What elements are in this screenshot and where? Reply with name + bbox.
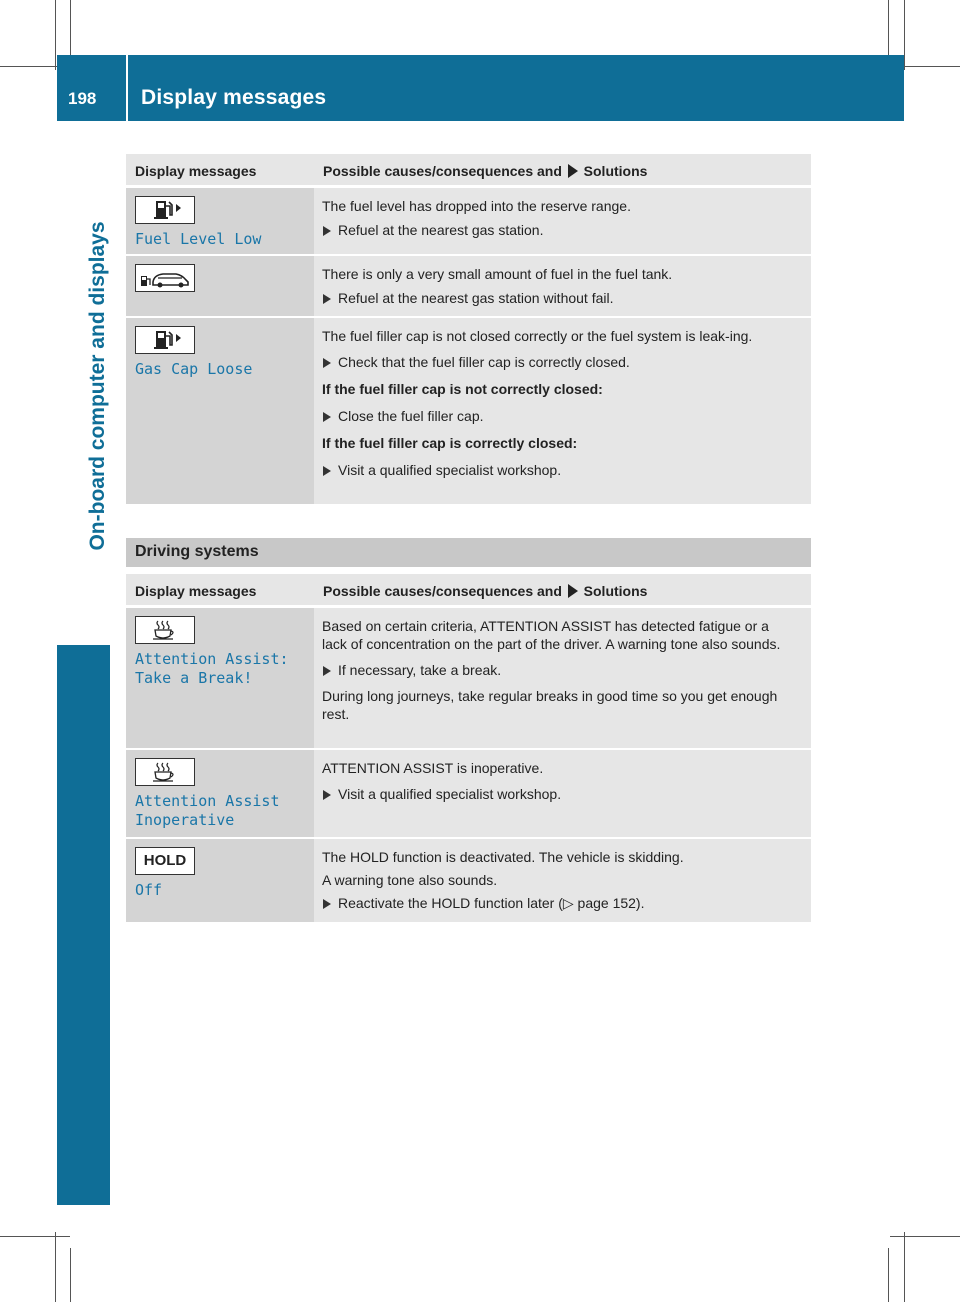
crop-mark <box>0 1236 70 1237</box>
display-message: Gas Cap Loose <box>135 360 253 378</box>
display-message: Inoperative <box>135 811 235 829</box>
coffee-cup-icon <box>135 758 195 786</box>
crop-mark <box>888 1248 889 1302</box>
action-text: Refuel at the nearest gas station without fail. <box>338 290 614 306</box>
solution-cell <box>314 256 811 316</box>
arrow-icon <box>568 584 578 598</box>
table-row <box>126 254 811 316</box>
table-row <box>126 837 811 922</box>
action-step <box>322 407 796 425</box>
table-row <box>126 186 811 254</box>
action-step <box>322 353 796 371</box>
display-message: Attention Assist: <box>135 650 289 668</box>
action-step <box>322 661 796 679</box>
note-text: During long journeys, take regular breaks in good time so you get enough rest. <box>322 688 778 722</box>
solution-cell <box>314 608 811 748</box>
action-text: Reactivate the HOLD function later (▷ page 152). <box>338 895 645 911</box>
message-cell <box>126 318 314 504</box>
action-step <box>322 221 796 239</box>
cause-text: The fuel filler cap is not closed correctly or the fuel system is leak-ing. <box>322 328 753 344</box>
chapter-title: On-board computer and displays <box>86 221 109 551</box>
section-header <box>126 538 811 567</box>
action-text: Refuel at the nearest gas station. <box>338 222 544 238</box>
action-step <box>322 894 796 912</box>
header-divider <box>126 55 128 121</box>
condition-text: If the fuel filler cap is correctly closed: <box>322 435 578 451</box>
crop-mark <box>904 0 905 70</box>
column-header-text: Solutions <box>583 583 648 599</box>
display-message: Off <box>135 881 163 899</box>
crop-mark <box>888 0 889 55</box>
display-message: Take a Break! <box>135 669 253 687</box>
display-message: Attention Assist <box>135 792 280 810</box>
column-header-text: Possible causes/consequences and <box>323 583 562 599</box>
crop-mark <box>904 1232 905 1302</box>
action-text: Visit a qualified specialist workshop. <box>338 462 562 478</box>
table-header <box>126 154 811 186</box>
crop-mark <box>55 0 56 70</box>
crop-mark <box>890 1236 960 1237</box>
column-header-solutions <box>323 163 647 179</box>
column-header-messages: Display messages <box>135 163 257 179</box>
action-text: If necessary, take a break. <box>338 662 502 678</box>
table-header <box>126 574 811 606</box>
table-row <box>126 748 811 837</box>
message-cell <box>126 608 314 748</box>
cause-text: Based on certain criteria, ATTENTION ASSIST has detected fatigue or a lack of concentration on the part of the driver. A warning tone also sounds. <box>322 618 781 652</box>
cause-text: The HOLD function is deactivated. The vehicle is skidding. <box>322 849 684 865</box>
messages-table-driving <box>126 574 811 922</box>
chapter-tab <box>86 131 110 641</box>
display-message: Fuel Level Low <box>135 230 262 248</box>
column-header-messages: Display messages <box>135 583 257 599</box>
arrow-icon <box>568 164 578 178</box>
page-title: Display messages <box>141 86 327 109</box>
arrow-icon <box>323 899 331 909</box>
message-cell <box>126 839 314 922</box>
cause-text: The fuel level has dropped into the reserve range. <box>322 198 631 214</box>
message-cell <box>126 750 314 837</box>
page-number: 198 <box>68 89 97 108</box>
section-title: Driving systems <box>135 543 259 560</box>
arrow-icon <box>323 466 331 476</box>
column-header-text: Solutions <box>583 163 648 179</box>
action-step <box>322 461 796 479</box>
crop-mark <box>70 1248 71 1302</box>
message-cell <box>126 256 314 316</box>
arrow-icon <box>323 294 331 304</box>
action-text: Close the fuel filler cap. <box>338 408 484 424</box>
action-step <box>322 289 796 307</box>
action-step <box>322 785 796 803</box>
crop-mark <box>70 0 71 55</box>
coffee-cup-icon <box>135 616 195 644</box>
table-row <box>126 316 811 504</box>
cause-text: ATTENTION ASSIST is inoperative. <box>322 760 544 776</box>
column-header-text: Possible causes/consequences and <box>323 163 562 179</box>
condition-text: If the fuel filler cap is not correctly closed: <box>322 381 603 397</box>
note-text: A warning tone also sounds. <box>322 872 498 888</box>
hold-icon: HOLD <box>135 847 195 875</box>
fuel-pump-icon <box>135 196 195 224</box>
messages-table-fuel <box>126 154 811 504</box>
solution-cell <box>314 188 811 254</box>
action-text: Check that the fuel filler cap is correctly closed. <box>338 354 630 370</box>
solution-cell <box>314 750 811 837</box>
arrow-icon <box>323 226 331 236</box>
table-row <box>126 606 811 748</box>
arrow-icon <box>323 666 331 676</box>
chapter-tab-block <box>57 645 110 1205</box>
column-header-solutions <box>323 583 647 599</box>
arrow-icon <box>323 412 331 422</box>
cause-text: There is only a very small amount of fuel in the fuel tank. <box>322 266 673 282</box>
arrow-icon <box>323 358 331 368</box>
fuel-car-icon <box>135 264 195 292</box>
message-cell <box>126 188 314 254</box>
crop-mark <box>55 1232 56 1302</box>
solution-cell <box>314 318 811 504</box>
solution-cell <box>314 839 811 922</box>
arrow-icon <box>323 790 331 800</box>
action-text: Visit a qualified specialist workshop. <box>338 786 562 802</box>
fuel-pump-icon <box>135 326 195 354</box>
